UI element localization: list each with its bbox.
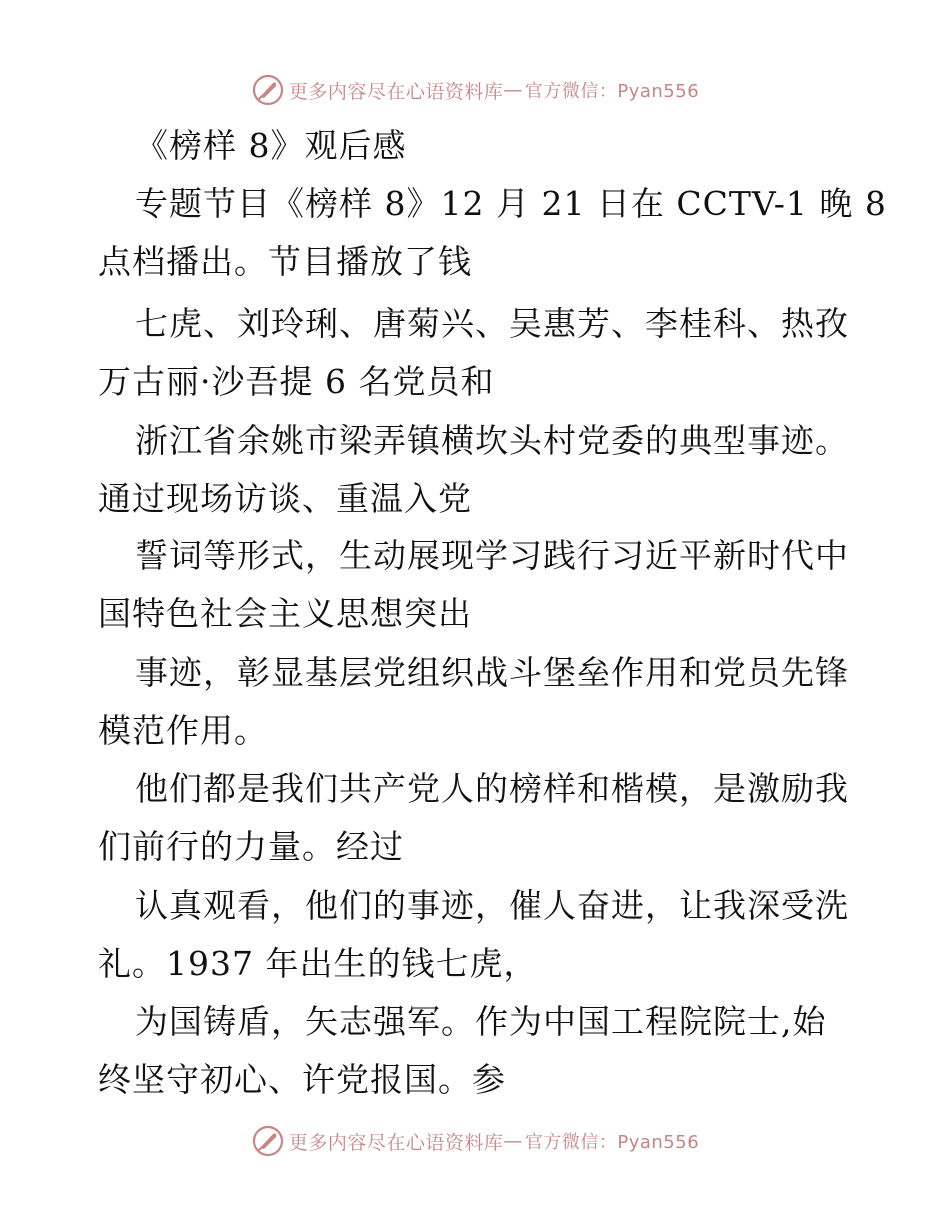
paragraph-line: 浙江省余姚市梁弄镇横坎头村党委的典型事迹。 xyxy=(135,421,849,460)
watermark-wechat: 官方微信：Pyan556 xyxy=(524,81,700,102)
paragraph-line: 他们都是我们共产党人的榜样和楷模，是激励我 xyxy=(135,769,849,808)
paragraph-line: 礼。1937 年出生的钱七虎， xyxy=(98,944,538,983)
doc-title: 《榜样 8》观后感 xyxy=(135,126,407,165)
watermark-site: 更多内容尽在心语资料库 xyxy=(288,80,504,103)
paragraph-line: 国特色社会主义思想突出 xyxy=(98,594,472,633)
quill-logo-icon xyxy=(251,1124,285,1158)
paragraph-line: 终坚守初心、许党报国。参 xyxy=(98,1060,506,1099)
paragraph-line: 点档播出。节目播放了钱 xyxy=(98,242,472,281)
paragraph-line: 通过现场访谈、重温入党 xyxy=(98,479,472,518)
paragraph-line: 万古丽·沙吾提 6 名党员和 xyxy=(98,362,495,401)
paragraph-line: 为国铸盾，矢志强军。作为中国工程院院士,始 xyxy=(135,1002,827,1041)
paragraph-line: 七虎、刘玲琍、唐菊兴、吴惠芳、李桂科、热孜 xyxy=(135,304,849,343)
watermark-separator: — xyxy=(503,79,523,101)
watermark-wechat: 官方微信：Pyan556 xyxy=(524,1132,700,1153)
paragraph-line: 誓词等形式，生动展现学习践行习近平新时代中 xyxy=(135,536,849,575)
paragraph-line: 事迹，彰显基层党组织战斗堡垒作用和党员先锋 xyxy=(135,653,849,692)
footer-watermark xyxy=(0,1121,950,1161)
watermark-separator: — xyxy=(503,1130,523,1152)
paragraph-line: 专题节目《榜样 8》12 月 21 日在 CCTV-1 晚 8 xyxy=(135,184,887,223)
paragraph-line: 模范作用。 xyxy=(98,711,268,750)
paragraph-line: 们前行的力量。经过 xyxy=(98,827,404,866)
watermark-site: 更多内容尽在心语资料库 xyxy=(288,1131,504,1154)
paragraph-line: 认真观看，他们的事迹，催人奋进，让我深受洗 xyxy=(135,886,849,925)
